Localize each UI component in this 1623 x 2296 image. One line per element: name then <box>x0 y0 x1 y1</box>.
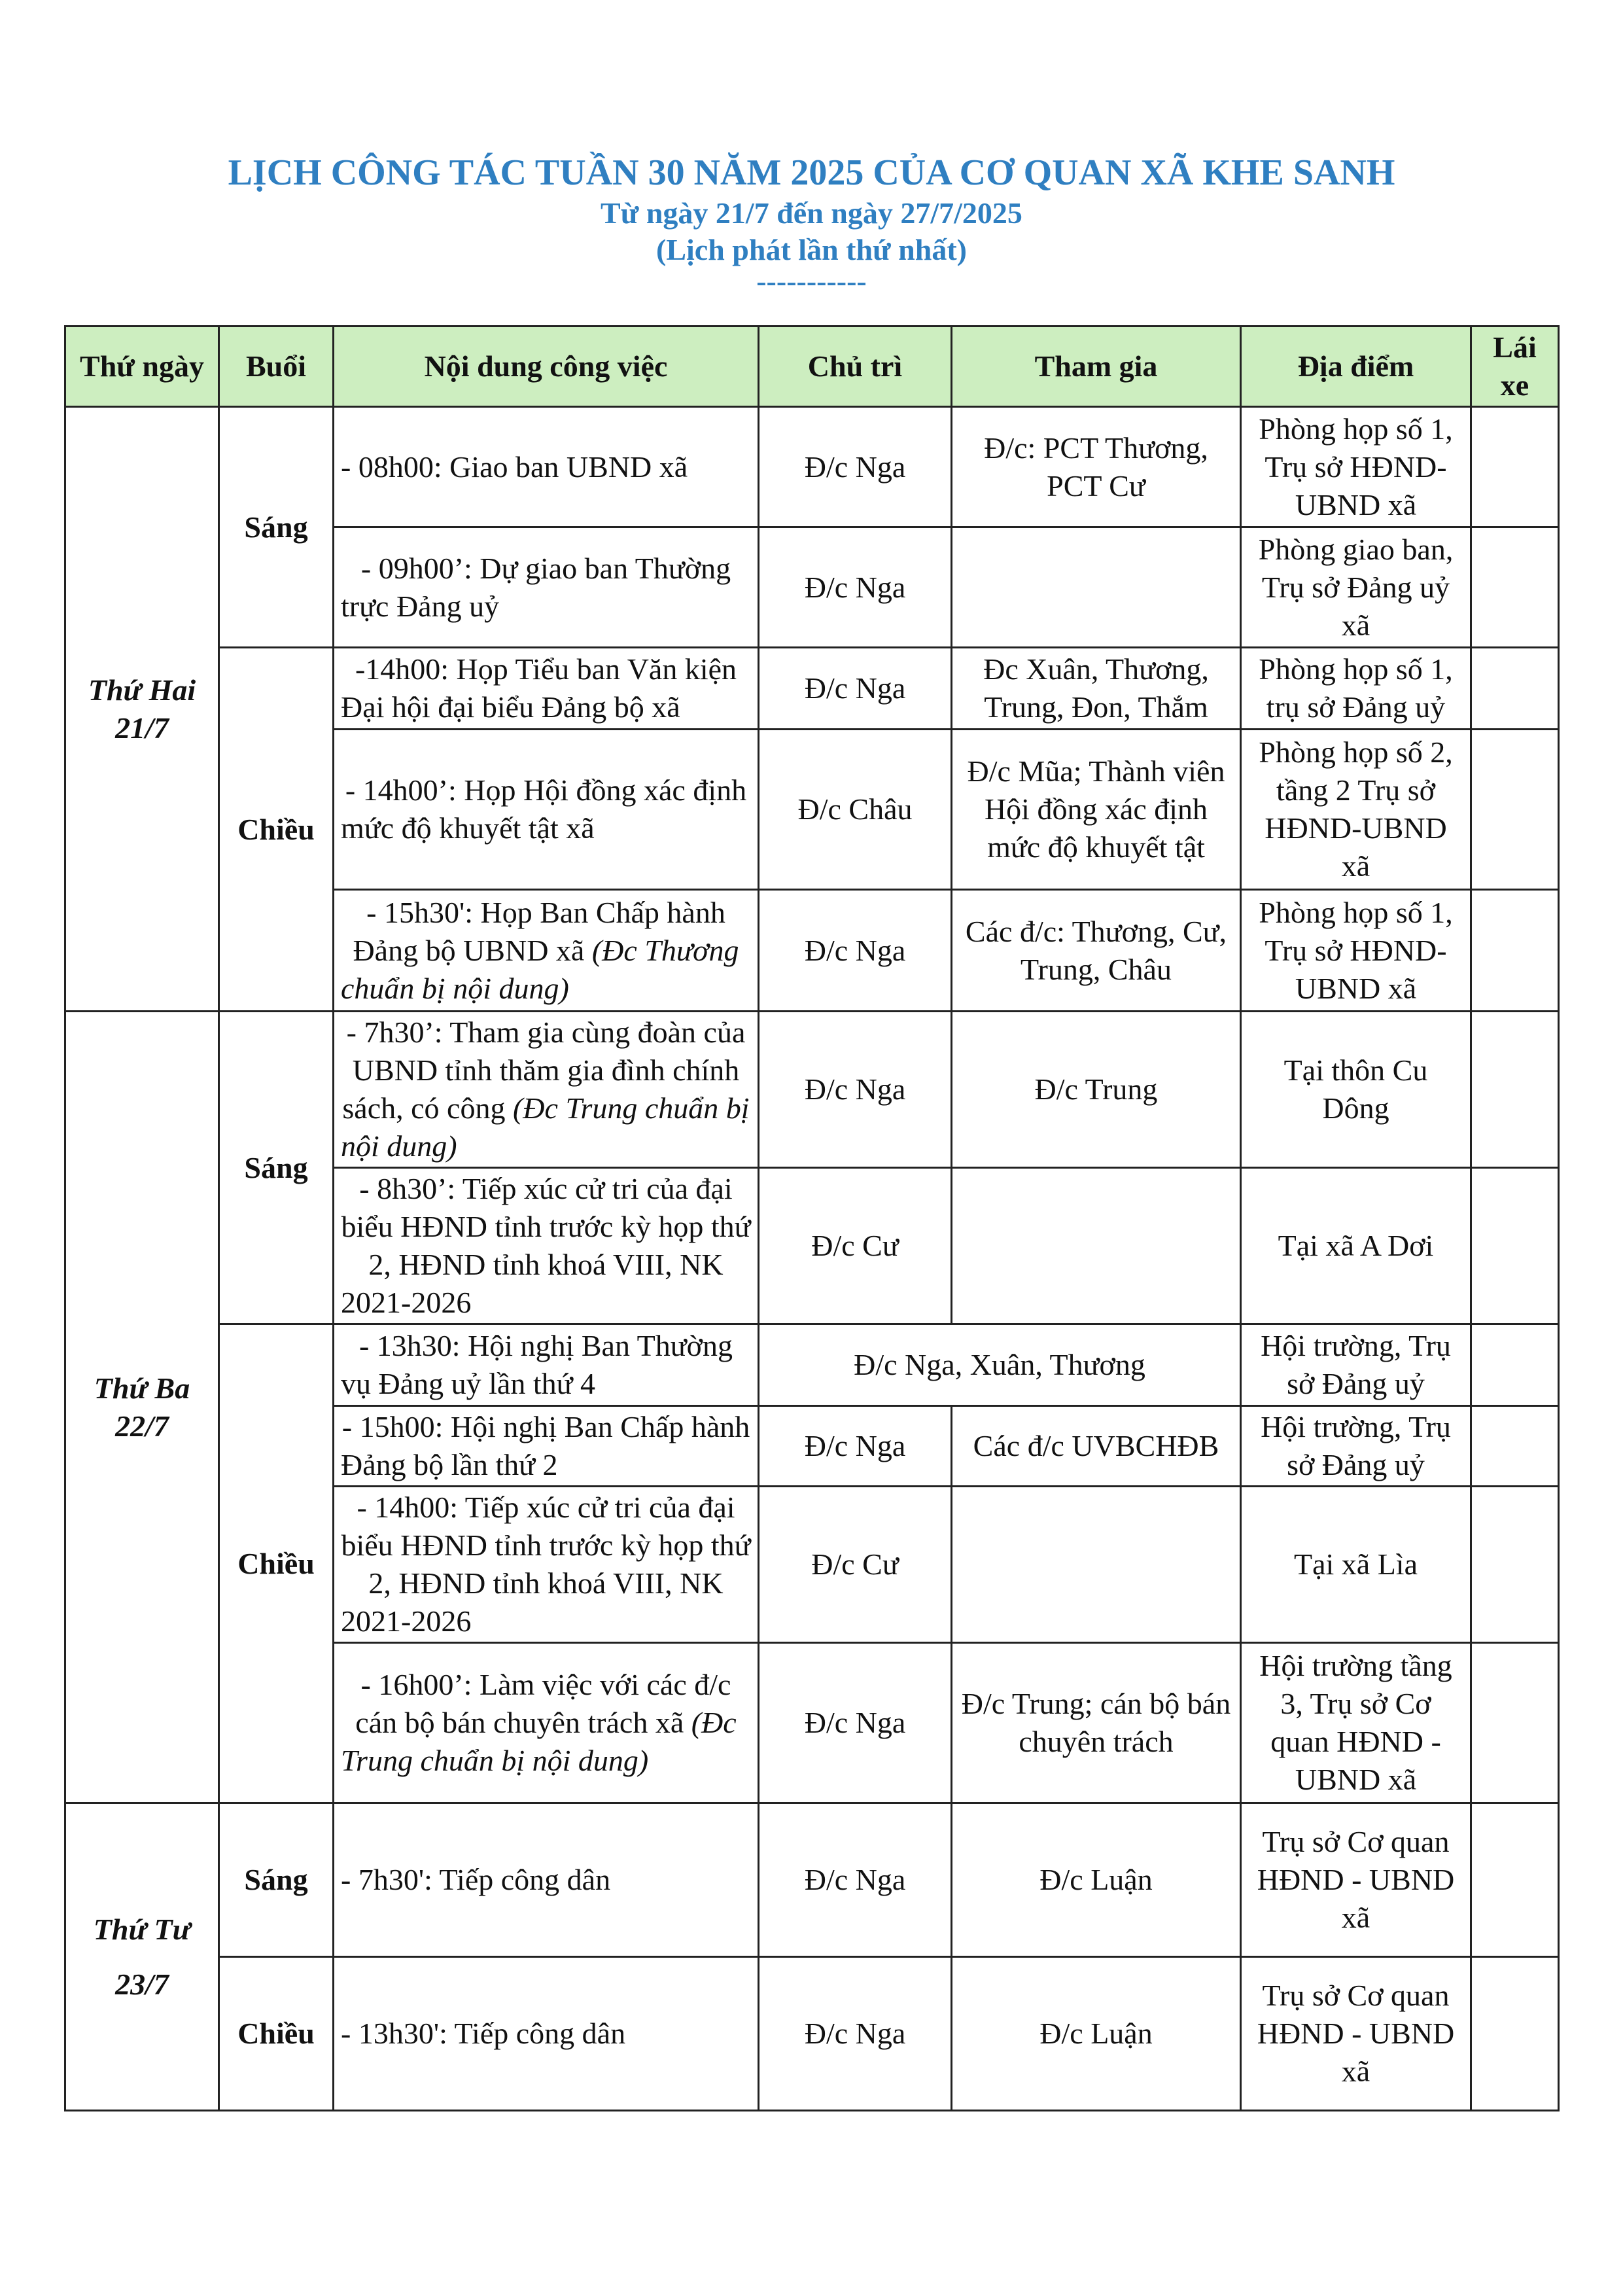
task-text: - 15h30': Họp Ban Chấp hành Đảng bộ UBND xã <box>353 895 725 967</box>
task-driver <box>1471 1012 1559 1168</box>
task-driver <box>1471 1957 1559 2111</box>
task-content: -14h00: Họp Tiểu ban Văn kiện Đại hội đại biểu Đảng bộ xã <box>334 648 759 730</box>
task-location: Trụ sở Cơ quan HĐND - UBND xã <box>1241 1957 1471 2111</box>
table-row <box>65 1324 1559 1406</box>
task-location: Tại thôn Cu Dông <box>1241 1012 1471 1168</box>
day-name: Thứ Ba <box>94 1371 190 1405</box>
task-participants <box>952 1168 1241 1324</box>
day-cell <box>65 1803 219 2111</box>
task-location: Hội trường, Trụ sở Đảng uỷ <box>1241 1324 1471 1406</box>
task-chair: Đ/c Nga <box>759 1643 952 1803</box>
task-driver <box>1471 527 1559 648</box>
task-content: - 14h00’: Họp Hội đồng xác định mức độ khuyết tật xã <box>334 730 759 890</box>
task-content: - 09h00’: Dự giao ban Thường trực Đảng uỷ <box>334 527 759 648</box>
document-title: LỊCH CÔNG TÁC TUẦN 30 NĂM 2025 CỦA CƠ QUAN XÃ KHE SANH <box>228 152 1395 193</box>
task-content <box>334 1012 759 1168</box>
task-chair: Đ/c Nga <box>759 1957 952 2111</box>
schedule-table <box>64 325 1560 2111</box>
task-location: Hội trường tầng 3, Trụ sở Cơ quan HĐND - UBND xã <box>1241 1643 1471 1803</box>
session-morning: Sáng <box>219 1012 334 1324</box>
task-location: Tại xã A Dơi <box>1241 1168 1471 1324</box>
task-driver <box>1471 407 1559 527</box>
task-location: Hội trường, Trụ sở Đảng uỷ <box>1241 1406 1471 1487</box>
task-driver <box>1471 730 1559 890</box>
task-location: Phòng họp số 2, tầng 2 Trụ sở HĐND-UBND xã <box>1241 730 1471 890</box>
header-content: Nội dung công việc <box>334 327 759 407</box>
table-header-row <box>65 327 1559 407</box>
header-driver: Lái xe <box>1471 327 1559 407</box>
task-chair-participants: Đ/c Nga, Xuân, Thương <box>759 1324 1241 1406</box>
task-participants: Đ/c Trung; cán bộ bán chuyên trách <box>952 1643 1241 1803</box>
day-name: Thứ Tư <box>93 1912 191 1946</box>
task-chair: Đ/c Nga <box>759 648 952 730</box>
task-driver <box>1471 648 1559 730</box>
task-location: Phòng họp số 1, Trụ sở HĐND-UBND xã <box>1241 407 1471 527</box>
day-date: 23/7 <box>115 1967 169 2001</box>
task-location: Phòng họp số 1, trụ sở Đảng uỷ <box>1241 648 1471 730</box>
day-cell <box>65 1012 219 1803</box>
table-row <box>65 1803 1559 1957</box>
task-text: - 7h30’: Tham gia cùng đoàn của UBND tỉnh thăm gia đình chính sách, có công <box>342 1016 746 1125</box>
task-note: (Đc Trung chuẩn bị nội dung) <box>341 1706 737 1777</box>
task-content <box>334 1643 759 1803</box>
header-day: Thứ ngày <box>65 327 219 407</box>
task-chair: Đ/c Nga <box>759 890 952 1012</box>
task-content: - 8h30’: Tiếp xúc cử tri của đại biểu HĐND tỉnh trước kỳ họp thứ 2, HĐND tỉnh khoá VIII, NK 2021-2026 <box>334 1168 759 1324</box>
task-driver <box>1471 1643 1559 1803</box>
header-chair: Chủ trì <box>759 327 952 407</box>
task-chair: Đ/c Nga <box>759 1803 952 1957</box>
task-driver <box>1471 1487 1559 1643</box>
task-driver <box>1471 1324 1559 1406</box>
day-cell <box>65 407 219 1012</box>
header-session: Buổi <box>219 327 334 407</box>
session-morning: Sáng <box>219 407 334 648</box>
table-row <box>65 407 1559 527</box>
document-header <box>0 150 1623 298</box>
task-chair: Đ/c Cư <box>759 1168 952 1324</box>
task-chair: Đ/c Nga <box>759 1012 952 1168</box>
task-chair: Đ/c Nga <box>759 407 952 527</box>
task-location: Trụ sở Cơ quan HĐND - UBND xã <box>1241 1803 1471 1957</box>
session-afternoon: Chiều <box>219 648 334 1012</box>
task-driver <box>1471 890 1559 1012</box>
table-row <box>65 1012 1559 1168</box>
task-participants: Các đ/c UVBCHĐB <box>952 1406 1241 1487</box>
task-location: Phòng giao ban, Trụ sở Đảng uỷ xã <box>1241 527 1471 648</box>
task-content <box>334 890 759 1012</box>
task-participants <box>952 527 1241 648</box>
header-separator: ----------- <box>756 264 867 298</box>
task-location: Phòng họp số 1, Trụ sở HĐND-UBND xã <box>1241 890 1471 1012</box>
session-morning: Sáng <box>219 1803 334 1957</box>
header-participants: Tham gia <box>952 327 1241 407</box>
task-content: - 14h00: Tiếp xúc cử tri của đại biểu HĐND tỉnh trước kỳ họp thứ 2, HĐND tỉnh khoá VIII, NK 2021-2026 <box>334 1487 759 1643</box>
task-content: - 13h30: Hội nghị Ban Thường vụ Đảng uỷ lần thứ 4 <box>334 1324 759 1406</box>
date-range: Từ ngày 21/7 đến ngày 27/7/2025 <box>601 196 1022 230</box>
task-participants: Đ/c Luận <box>952 1957 1241 2111</box>
task-note: (Đc Trung chuẩn bị nội dung) <box>341 1091 750 1163</box>
task-participants: Đc Xuân, Thương, Trung, Đon, Thắm <box>952 648 1241 730</box>
task-chair: Đ/c Nga <box>759 1406 952 1487</box>
task-driver <box>1471 1406 1559 1487</box>
header-location: Địa điểm <box>1241 327 1471 407</box>
task-note: (Đc Thương chuẩn bị nội dung) <box>341 933 739 1005</box>
task-location: Tại xã Lìa <box>1241 1487 1471 1643</box>
task-participants: Đ/c Mũa; Thành viên Hội đồng xác định mức độ khuyết tật <box>952 730 1241 890</box>
day-date: 22/7 <box>115 1409 169 1443</box>
task-driver <box>1471 1803 1559 1957</box>
task-content: - 08h00: Giao ban UBND xã <box>334 407 759 527</box>
task-content: - 7h30': Tiếp công dân <box>334 1803 759 1957</box>
task-chair: Đ/c Châu <box>759 730 952 890</box>
task-chair: Đ/c Cư <box>759 1487 952 1643</box>
task-text: - 16h00’: Làm việc với các đ/c cán bộ bán chuyên trách xã <box>355 1668 731 1739</box>
task-chair: Đ/c Nga <box>759 527 952 648</box>
task-participants: Đ/c Luận <box>952 1803 1241 1957</box>
table-row <box>65 1957 1559 2111</box>
day-name: Thứ Hai <box>88 673 196 707</box>
task-participants: Đ/c Trung <box>952 1012 1241 1168</box>
edition-note: (Lịch phát lần thứ nhất) <box>656 233 967 266</box>
task-driver <box>1471 1168 1559 1324</box>
session-afternoon: Chiều <box>219 1324 334 1803</box>
session-afternoon: Chiều <box>219 1957 334 2111</box>
task-content: - 15h00: Hội nghị Ban Chấp hành Đảng bộ lần thứ 2 <box>334 1406 759 1487</box>
task-participants: Đ/c: PCT Thương, PCT Cư <box>952 407 1241 527</box>
task-participants: Các đ/c: Thương, Cư, Trung, Châu <box>952 890 1241 1012</box>
task-content: - 13h30': Tiếp công dân <box>334 1957 759 2111</box>
table-row <box>65 648 1559 730</box>
task-participants <box>952 1487 1241 1643</box>
day-date: 21/7 <box>115 711 169 745</box>
